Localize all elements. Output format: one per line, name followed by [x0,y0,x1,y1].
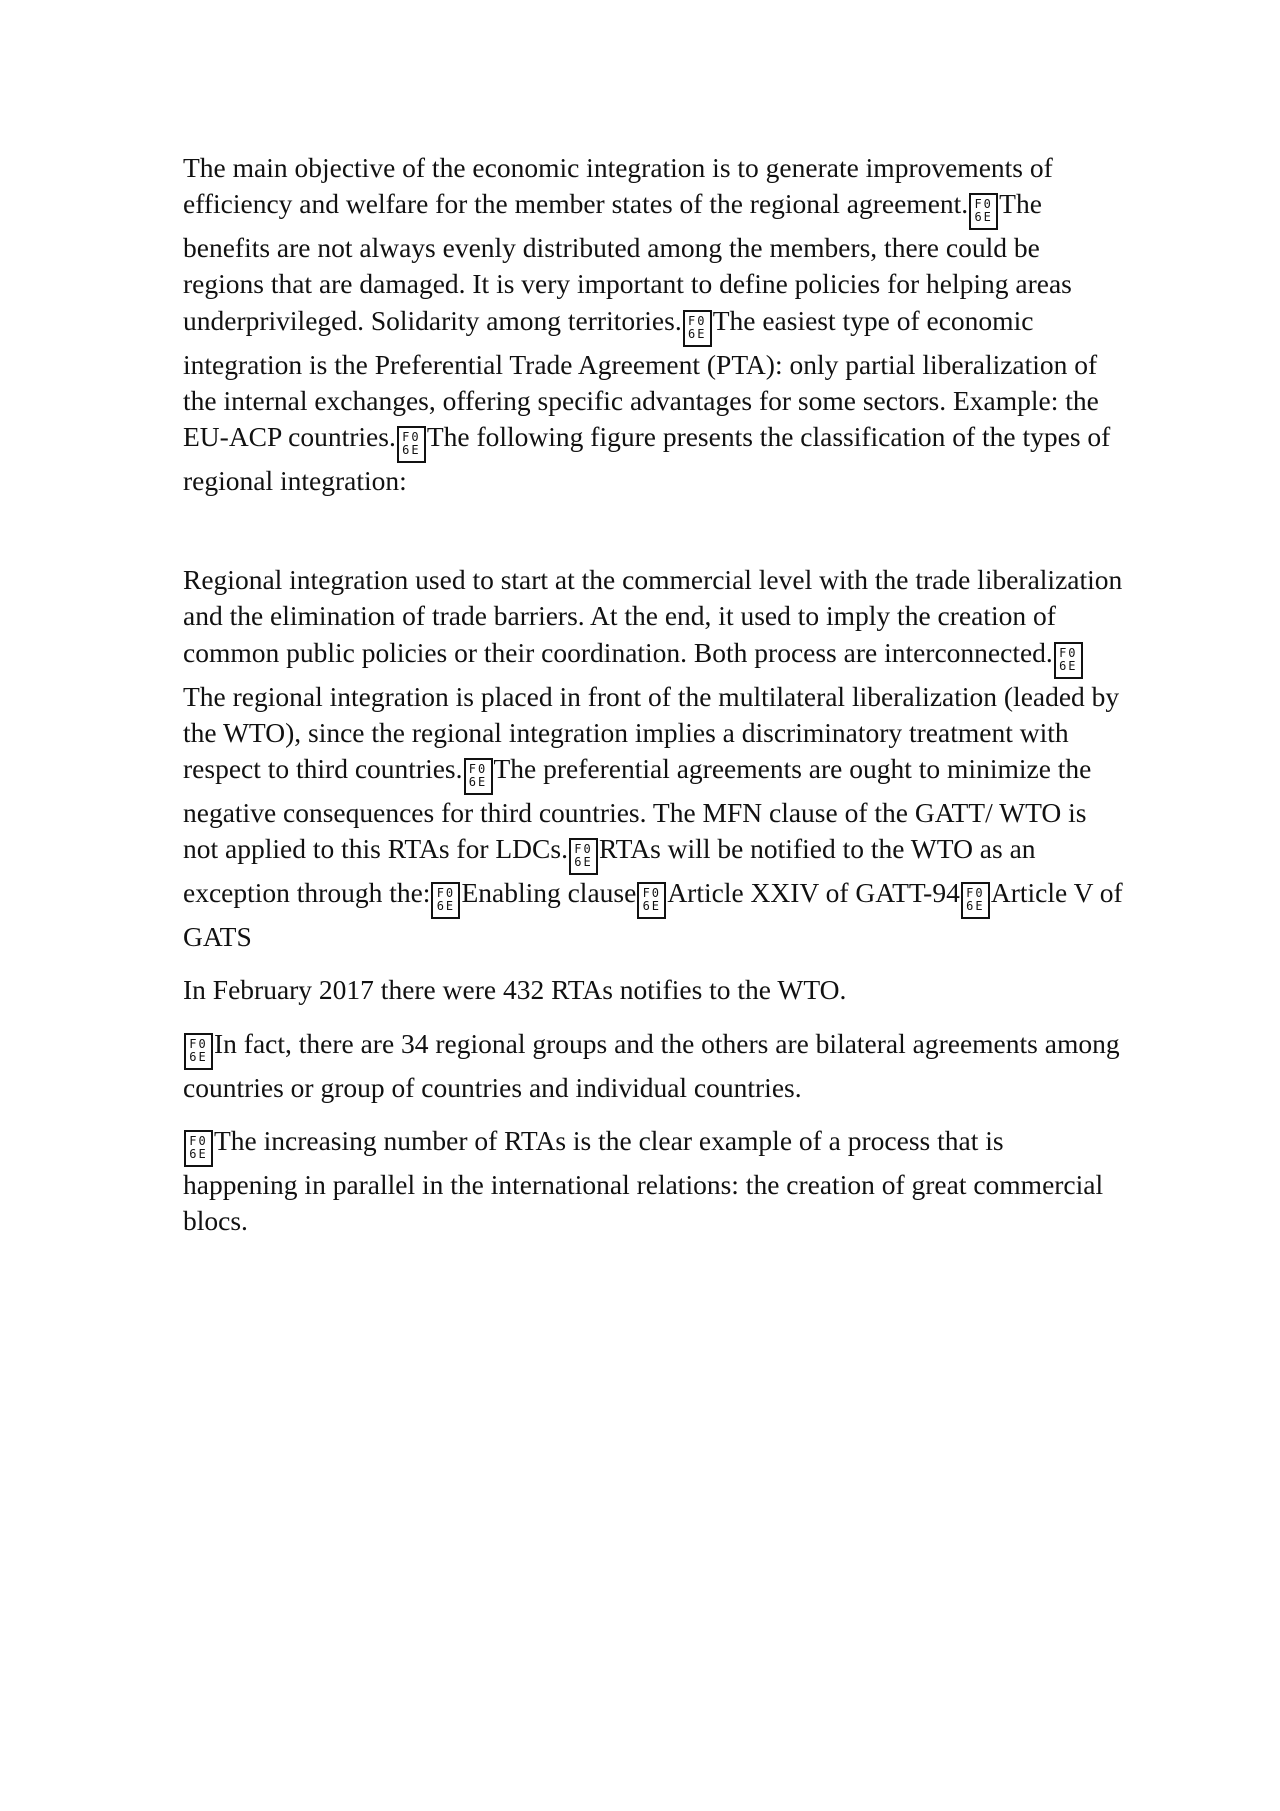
missing-glyph-icon: F0 6E [961,882,990,919]
missing-glyph-icon: F0 6E [431,882,460,919]
missing-glyph-icon: F0 6E [397,426,426,463]
paragraph-text: The increasing number of RTAs is the clear example of a process that is happening in parallel in the international relations: the creation of great commercial blocs. [183,1124,1104,1237]
paragraph-spacer [183,1009,1123,1026]
paragraph-text: The preferential agreements are ought to minimize the negative consequences for third countries. The MFN clause of the GATT/ WTO is not applied to this RTAs for LDCs. [183,753,1092,865]
missing-glyph-icon: F0 6E [464,758,493,795]
paragraph-text: In February 2017 there were 432 RTAs notifies to the WTO. [183,974,847,1006]
paragraph-text: The following figure presents the classification of the types of regional integration: [183,421,1111,497]
missing-glyph-icon: F0 6E [637,882,666,919]
paragraph-regional-groups [183,1026,1123,1106]
document-body [183,150,1123,1239]
paragraph-text: Regional integration used to start at the commercial level with the trade liberalization and the elimination of trade barriers. At the end, it used to imply the creation of common public policies or their coordination. Both process are interconnected. [183,564,1123,668]
paragraph-spacer [183,955,1123,972]
figure-placeholder [183,499,1123,562]
missing-glyph-icon: F0 6E [683,310,712,347]
missing-glyph-icon: F0 6E [969,193,998,230]
paragraph-text: The main objective of the economic integration is to generate improvements of efficiency and welfare for the member states of the regional agreement. [183,152,1053,220]
paragraph-text: The regional integration is placed in front of the multilateral liberalization (leaded by the WTO), since the regional integration implies a discriminatory treatment with respect to third countries. [183,680,1120,785]
missing-glyph-icon: F0 6E [569,838,598,875]
missing-glyph-icon: F0 6E [1054,642,1083,679]
paragraph-spacer [183,1106,1123,1123]
paragraph-text: The benefits are not always evenly distributed among the members, there could be regions that are damaged. It is very important to define policies for helping areas underprivileged. Solidarity among territories. [183,188,1072,336]
paragraph-text: The easiest type of economic integration is the Preferential Trade Agreement (PTA): only partial liberalization of the internal exchanges, offering specific advantages for some sectors. Example: the EU-ACP countries. [183,304,1099,453]
paragraph-text: Enabling clause [461,877,637,909]
missing-glyph-icon: F0 6E [184,1130,213,1167]
paragraph-rta-count [183,972,1123,1008]
paragraph-text: In fact, there are 34 regional groups and the others are bilateral agreements among countries or group of countries and individual countries. [183,1027,1120,1103]
paragraph-economic-integration [183,150,1123,499]
paragraph-text: Article XXIV of GATT-94 [667,877,960,909]
missing-glyph-icon: F0 6E [184,1033,213,1070]
paragraph-text: Article V of GATS [183,877,1123,953]
paragraph-commercial-blocs [183,1123,1123,1239]
paragraph-regional-integration [183,562,1123,955]
paragraph-text: RTAs will be notified to the WTO as an exception through the: [183,833,1036,909]
